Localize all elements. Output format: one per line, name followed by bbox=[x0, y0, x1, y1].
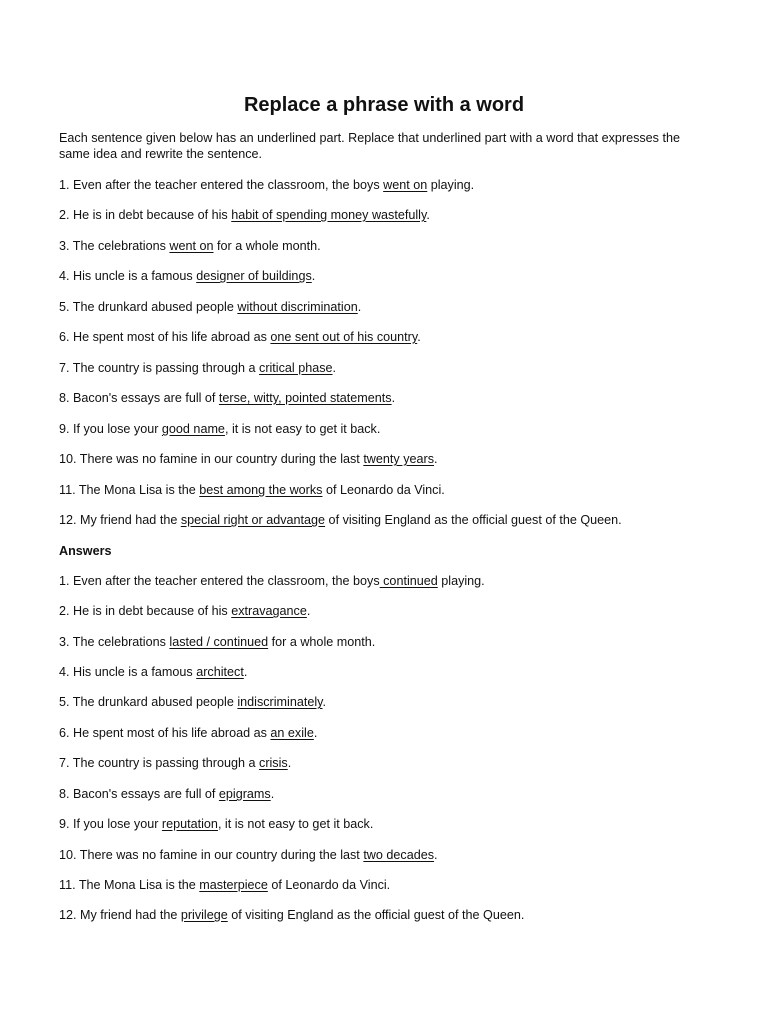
question-item: 11. The Mona Lisa is the best among the works of Leonardo da Vinci. bbox=[59, 483, 445, 497]
answer-item: 7. The country is passing through a crisis. bbox=[59, 756, 292, 770]
question-item: 10. There was no famine in our country during the last twenty years. bbox=[59, 452, 438, 466]
question-item: 2. He is in debt because of his habit of spending money wastefully. bbox=[59, 208, 430, 222]
underlined-answer: continued bbox=[379, 574, 438, 588]
answer-item: 2. He is in debt because of his extravagance. bbox=[59, 604, 311, 618]
underlined-phrase: twenty years bbox=[363, 452, 435, 466]
underlined-phrase: designer of buildings bbox=[196, 269, 312, 283]
underlined-phrase: best among the works bbox=[199, 483, 323, 497]
underlined-answer: epigrams bbox=[218, 787, 271, 801]
answer-item: 8. Bacon's essays are full of epigrams. bbox=[59, 787, 275, 801]
underlined-phrase: one sent out of his country bbox=[270, 330, 418, 344]
question-item: 12. My friend had the special right or advantage of visiting England as the official guest of the Queen. bbox=[59, 513, 622, 527]
underlined-answer: crisis bbox=[259, 756, 288, 770]
underlined-phrase: without discrimination bbox=[237, 300, 358, 314]
answer-item: 12. My friend had the privilege of visiting England as the official guest of the Queen. bbox=[59, 908, 525, 922]
answer-item: 10. There was no famine in our country during the last two decades. bbox=[59, 848, 438, 862]
question-item: 7. The country is passing through a critical phase. bbox=[59, 361, 337, 375]
underlined-phrase: critical phase bbox=[259, 361, 333, 375]
question-item: 1. Even after the teacher entered the classroom, the boys went on playing. bbox=[59, 178, 475, 192]
underlined-answer: reputation bbox=[161, 817, 218, 831]
question-item: 4. His uncle is a famous designer of buildings. bbox=[59, 269, 316, 283]
underlined-phrase: terse, witty, pointed statements bbox=[218, 391, 392, 405]
instructions-paragraph: Each sentence given below has an underlined part. Replace that underlined part with a word that expresses the same idea and rewrite the sentence. bbox=[59, 131, 680, 161]
answer-item: 5. The drunkard abused people indiscriminately. bbox=[59, 695, 326, 709]
underlined-answer: lasted / continued bbox=[169, 635, 269, 649]
underlined-answer: masterpiece bbox=[199, 878, 268, 892]
underlined-phrase: habit of spending money wastefully bbox=[231, 208, 427, 222]
question-item: 9. If you lose your good name, it is not easy to get it back. bbox=[59, 422, 381, 436]
underlined-phrase: special right or advantage bbox=[180, 513, 326, 527]
question-item: 3. The celebrations went on for a whole month. bbox=[59, 239, 321, 253]
underlined-phrase: went on bbox=[169, 239, 214, 253]
underlined-phrase: good name bbox=[161, 422, 225, 436]
underlined-answer: architect bbox=[196, 665, 244, 679]
underlined-answer: two decades bbox=[363, 848, 435, 862]
answer-item: 11. The Mona Lisa is the masterpiece of Leonardo da Vinci. bbox=[59, 878, 391, 892]
underlined-phrase: went on bbox=[383, 178, 428, 192]
answer-item: 4. His uncle is a famous architect. bbox=[59, 665, 248, 679]
underlined-answer: extravagance bbox=[231, 604, 307, 618]
page-title: Replace a phrase with a word bbox=[243, 94, 525, 116]
answer-item: 3. The celebrations lasted / continued for a whole month. bbox=[59, 635, 376, 649]
answer-item: 9. If you lose your reputation, it is not easy to get it back. bbox=[59, 817, 374, 831]
underlined-answer: indiscriminately bbox=[237, 695, 323, 709]
answers-heading: Answers bbox=[59, 544, 112, 558]
answer-item: 1. Even after the teacher entered the classroom, the boys continued playing. bbox=[59, 574, 485, 588]
question-item: 6. He spent most of his life abroad as one sent out of his country. bbox=[59, 330, 421, 344]
answer-item: 6. He spent most of his life abroad as an exile. bbox=[59, 726, 318, 740]
question-item: 5. The drunkard abused people without discrimination. bbox=[59, 300, 362, 314]
underlined-answer: an exile bbox=[270, 726, 314, 740]
underlined-answer: privilege bbox=[180, 908, 228, 922]
question-item: 8. Bacon's essays are full of terse, witty, pointed statements. bbox=[59, 391, 396, 405]
